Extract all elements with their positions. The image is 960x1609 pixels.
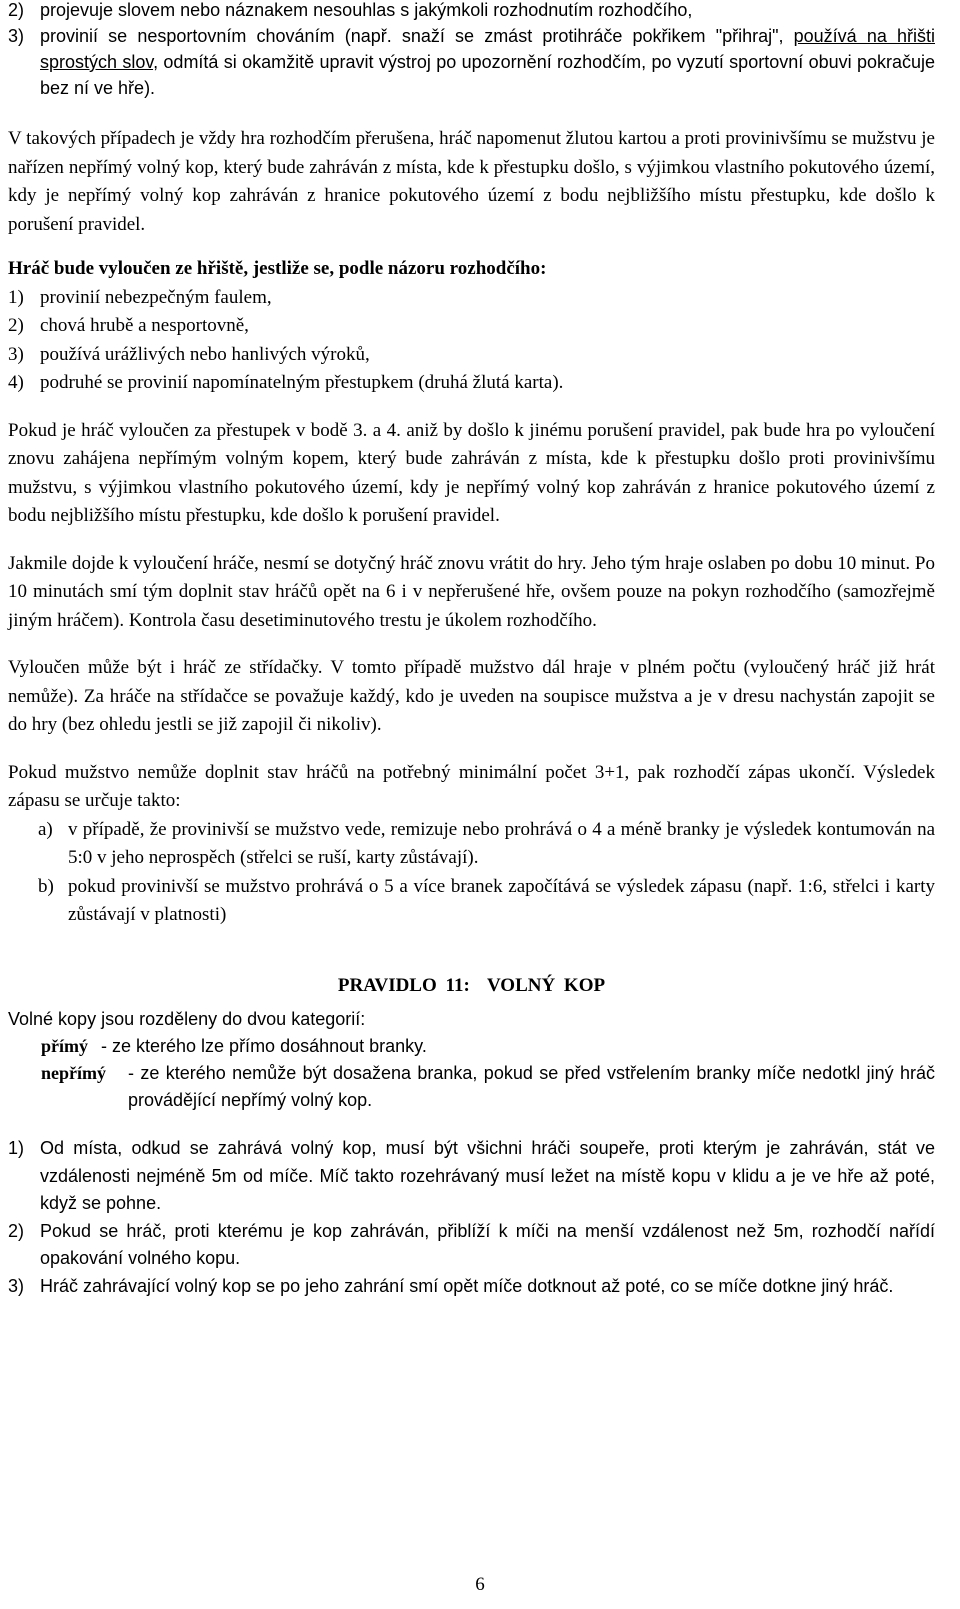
list-number: 1) [8,1138,25,1158]
list-item [8,23,935,101]
list-text: projevuje slovem nebo náznakem nesouhlas s jakýmkoli rozhodnutím rozhodčího, [40,0,693,20]
list-text-part: , odmítá si okamžitě upravit výstroj po upozornění rozhodčím, po vyzutí sportovní obuvi pokračuje bez ní ve hře). [40,52,936,98]
list-item [8,341,935,370]
list-text-part: provinií se nesportovním chováním (např. snaží se zmást protihráče pokřikem "přihraj", [40,26,794,46]
list-item [8,312,935,341]
page-number: 6 [475,1574,485,1595]
free-kick-term: nepřímý [41,1063,106,1083]
list-item [8,1135,935,1218]
list-number: 2) [8,315,24,336]
free-kick-intro: Volné kopy jsou rozděleny do dvou kategorií: [8,1009,366,1029]
list-item [8,1273,935,1301]
list-item [8,1218,935,1273]
paragraph-yellow-card: V takových případech je vždy hra rozhodčím přerušena, hráč napomenut žlutou kartou a proti provinivšímu se mužstvu je nařízen nepřímý volný kop, který bude zahráván z místa, kde k přestupku došlo, s výjimkou vlastního pokutového území, kdy je nepřímý volný kop zahráván z hranice pokutového území z bodu nejbližšího místu přestupku, kde došlo k porušení pravidel. [8,128,935,235]
list-text: pokud provinivší se mužstvo prohrává o 5 a více branek započítává se výsledek zápasu (např. 1:6, střelci i karty zůstávají v platnosti) [68,875,935,925]
document-page [8,0,935,1300]
list-text: podruhé se provinií napomínatelným přestupkem (druhá žlutá karta). [40,372,564,393]
list-text: v případě, že provinivší se mužstvo vede, remizuje nebo prohrává o 4 a méně branky je výsledek kontumován na 5:0 v jeho neprospěch (střelci se ruší, karty zůstávají). [68,818,935,868]
list-item [8,0,935,23]
forfeit-section [8,759,935,930]
list-number: 3) [8,26,25,46]
list-text: Pokud se hráč, proti kterému je kop zahráván, přiblíží k míči na menší vzdálenost než 5m, rozhodčí nařídí opakování volného kopu. [40,1220,935,1268]
paragraph-bench-player: Vyloučen může být i hráč ze střídačky. V tomto případě mužstvo dál hraje v plném počtu (vyloučený hráč již hrát nemůže). Za hráče na střídačce se považuje každý, kdo je uveden na soupisce mužstva a je v dresu nachystán zapojit se do hry (bez ohledu jestli se již zapojil či nikoliv). [8,657,935,735]
free-kick-rules [8,1135,935,1300]
paragraph-ten-minutes: Jakmile dojde k vyloučení hráče, nesmí se dotyčný hráč znovu vrátit do hry. Jeho tým hraje oslaben po dobu 10 minut. Po 10 minutách smí tým doplnit stav hráčů opět na 6 i v nepřerušené hře, ovšem pouze na pokyn rozhodčího (samozřejmě jiným hráčem). Kontrola času desetiminutového trestu je úkolem rozhodčího. [8,552,935,631]
list-text: používá urážlivých nebo hanlivých výroků, [40,343,370,365]
list-item [8,816,935,873]
list-letter: a) [38,818,53,840]
free-kick-term: přímý [41,1036,88,1056]
list-number: 3) [8,343,24,365]
list-letter: b) [38,875,54,897]
list-number: 4) [8,372,24,393]
list-number: 2) [8,0,25,20]
list-text: provinií nebezpečným faulem, [40,286,272,308]
free-kick-type-direct [8,1033,935,1060]
expulsion-title: Hráč bude vyloučen ze hřiště, jestliže se, podle názoru rozhodčího: [8,258,547,279]
list-number: 2) [8,1220,25,1241]
section-heading: PRAVIDLO 11: VOLNÝ KOP [337,974,606,996]
paragraph-forfeit: Pokud mužstvo nemůže doplnit stav hráčů na potřebný minimální počet 3+1, pak rozhodčí zápas ukončí. Výsledek zápasu se určuje takto: [8,761,935,811]
list-item [8,873,935,930]
list-item [8,284,935,313]
expulsion-section [8,255,935,398]
free-kick-desc: - ze kterého nemůže být dosažena branka, pokud se před vstřelením branky míče nedotkl jiný hráč provádějící nepřímý volný kop. [128,1063,935,1110]
list-text: Od místa, odkud se zahrává volný kop, musí být všichni hráči soupeře, proti kterým je zahráván, stát ve vzdálenosti nejméně 5m od míče. Míč takto rozehrávaný musí ležet na místě kopu v klidu a je ve hře až poté, když se pohne. [40,1138,935,1213]
list-text: Hráč zahrávající volný kop se po jeho zahrání smí opět míče dotknout až poté, co se míče dotkne jiný hráč. [40,1275,894,1296]
list-item [8,369,935,398]
paragraph-expulsion-restart: Pokud je hráč vyloučen za přestupek v bodě 3. a 4. aniž by došlo k jinému porušení pravidel, pak bude hra po vyloučení znovu zahájena nepřímým volným kopem, který bude zahráván z místa, kde k přestupku došlo proti provinivšímu mužstvu, s výjimkou vlastního pokutového území, kdy je nepřímý volný kop zahráván z hranice pokutového území z bodu nejbližšího místu přestupku, kde došlo k porušení pravidel. [8,419,935,526]
underlined-text: používá na hřišti sprostých slov [40,26,935,72]
top-list [8,0,935,101]
list-text [40,23,935,101]
list-text: chová hrubě a nesportovně, [40,315,249,336]
free-kick-type-indirect [8,1060,935,1114]
list-number: 3) [8,1275,25,1296]
list-number: 1) [8,286,24,308]
free-kick-desc: - ze kterého lze přímo dosáhnout branky. [101,1036,427,1056]
